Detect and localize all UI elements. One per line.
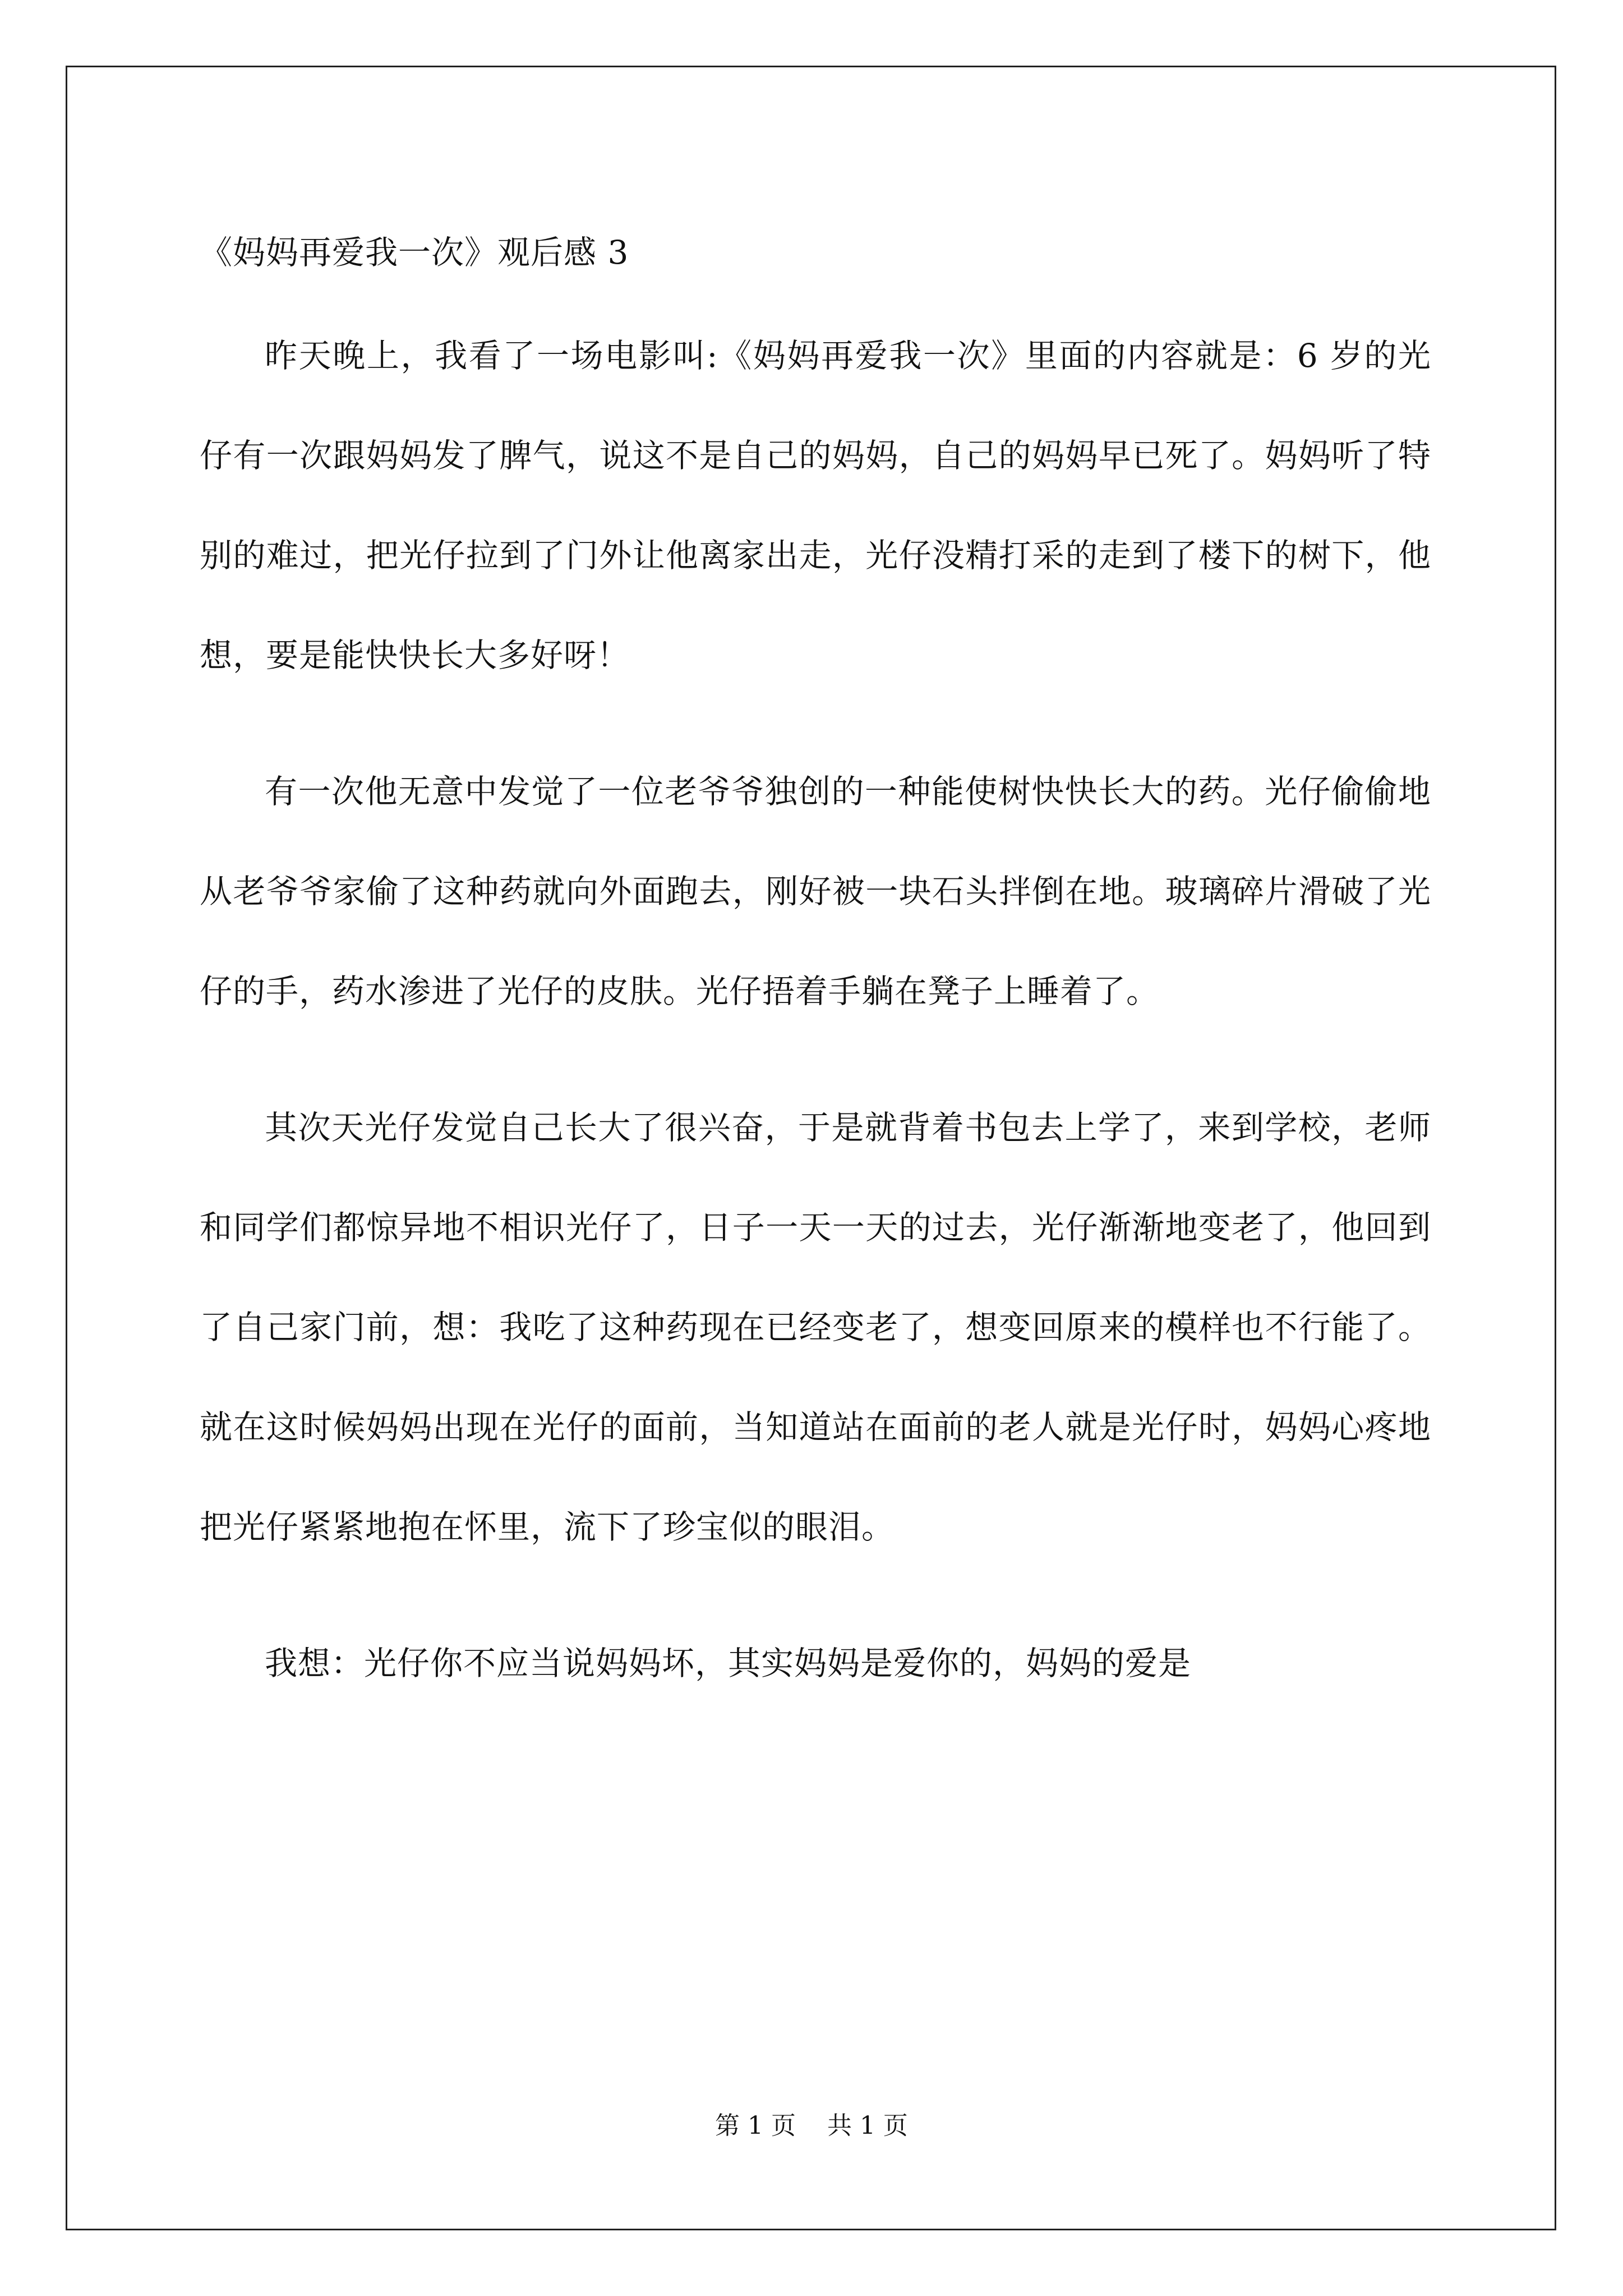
paragraph-1: 昨天晚上，我看了一场电影叫:《妈妈再爱我一次》里面的内容就是：6 岁的光仔有一次跟妈妈发了脾气，说这不是自己的妈妈，自己的妈妈早已死了。妈妈听了特别的难过，把光仔拉到了门外让他离家出走，光仔没精打采的走到了楼下的树下，他想，要是能快快长大多好呀！ bbox=[200, 337, 1431, 674]
document-title: 《妈妈再爱我一次》观后感 3 bbox=[200, 233, 629, 272]
page-footer: 第 1 页 共 1 页 bbox=[715, 2111, 908, 2140]
paragraph-2: 有一次他无意中发觉了一位老爷爷独创的一种能使树快快长大的药。光仔偷偷地从老爷爷家偷了这种药就向外面跑去，刚好被一块石头拌倒在地。玻璃碎片滑破了光仔的手，药水渗进了光仔的皮肤。光仔捂着手躺在凳子上睡着了。 bbox=[200, 772, 1431, 1010]
paragraph-3: 其次天光仔发觉自己长大了很兴奋，于是就背着书包去上学了，来到学校，老师和同学们都惊异地不相识光仔了，日子一天一天的过去，光仔渐渐地变老了，他回到了自己家门前，想：我吃了这种药现在已经变老了，想变回原来的模样也不行能了。就在这时候妈妈出现在光仔的面前，当知道站在面前的老人就是光仔时，妈妈心疼地把光仔紧紧地抱在怀里，流下了珍宝似的眼泪。 bbox=[200, 1108, 1431, 1546]
document-body bbox=[200, 222, 1431, 1713]
paragraph-4: 我想：光仔你不应当说妈妈坏，其实妈妈是爱你的，妈妈的爱是 bbox=[265, 1644, 1192, 1682]
